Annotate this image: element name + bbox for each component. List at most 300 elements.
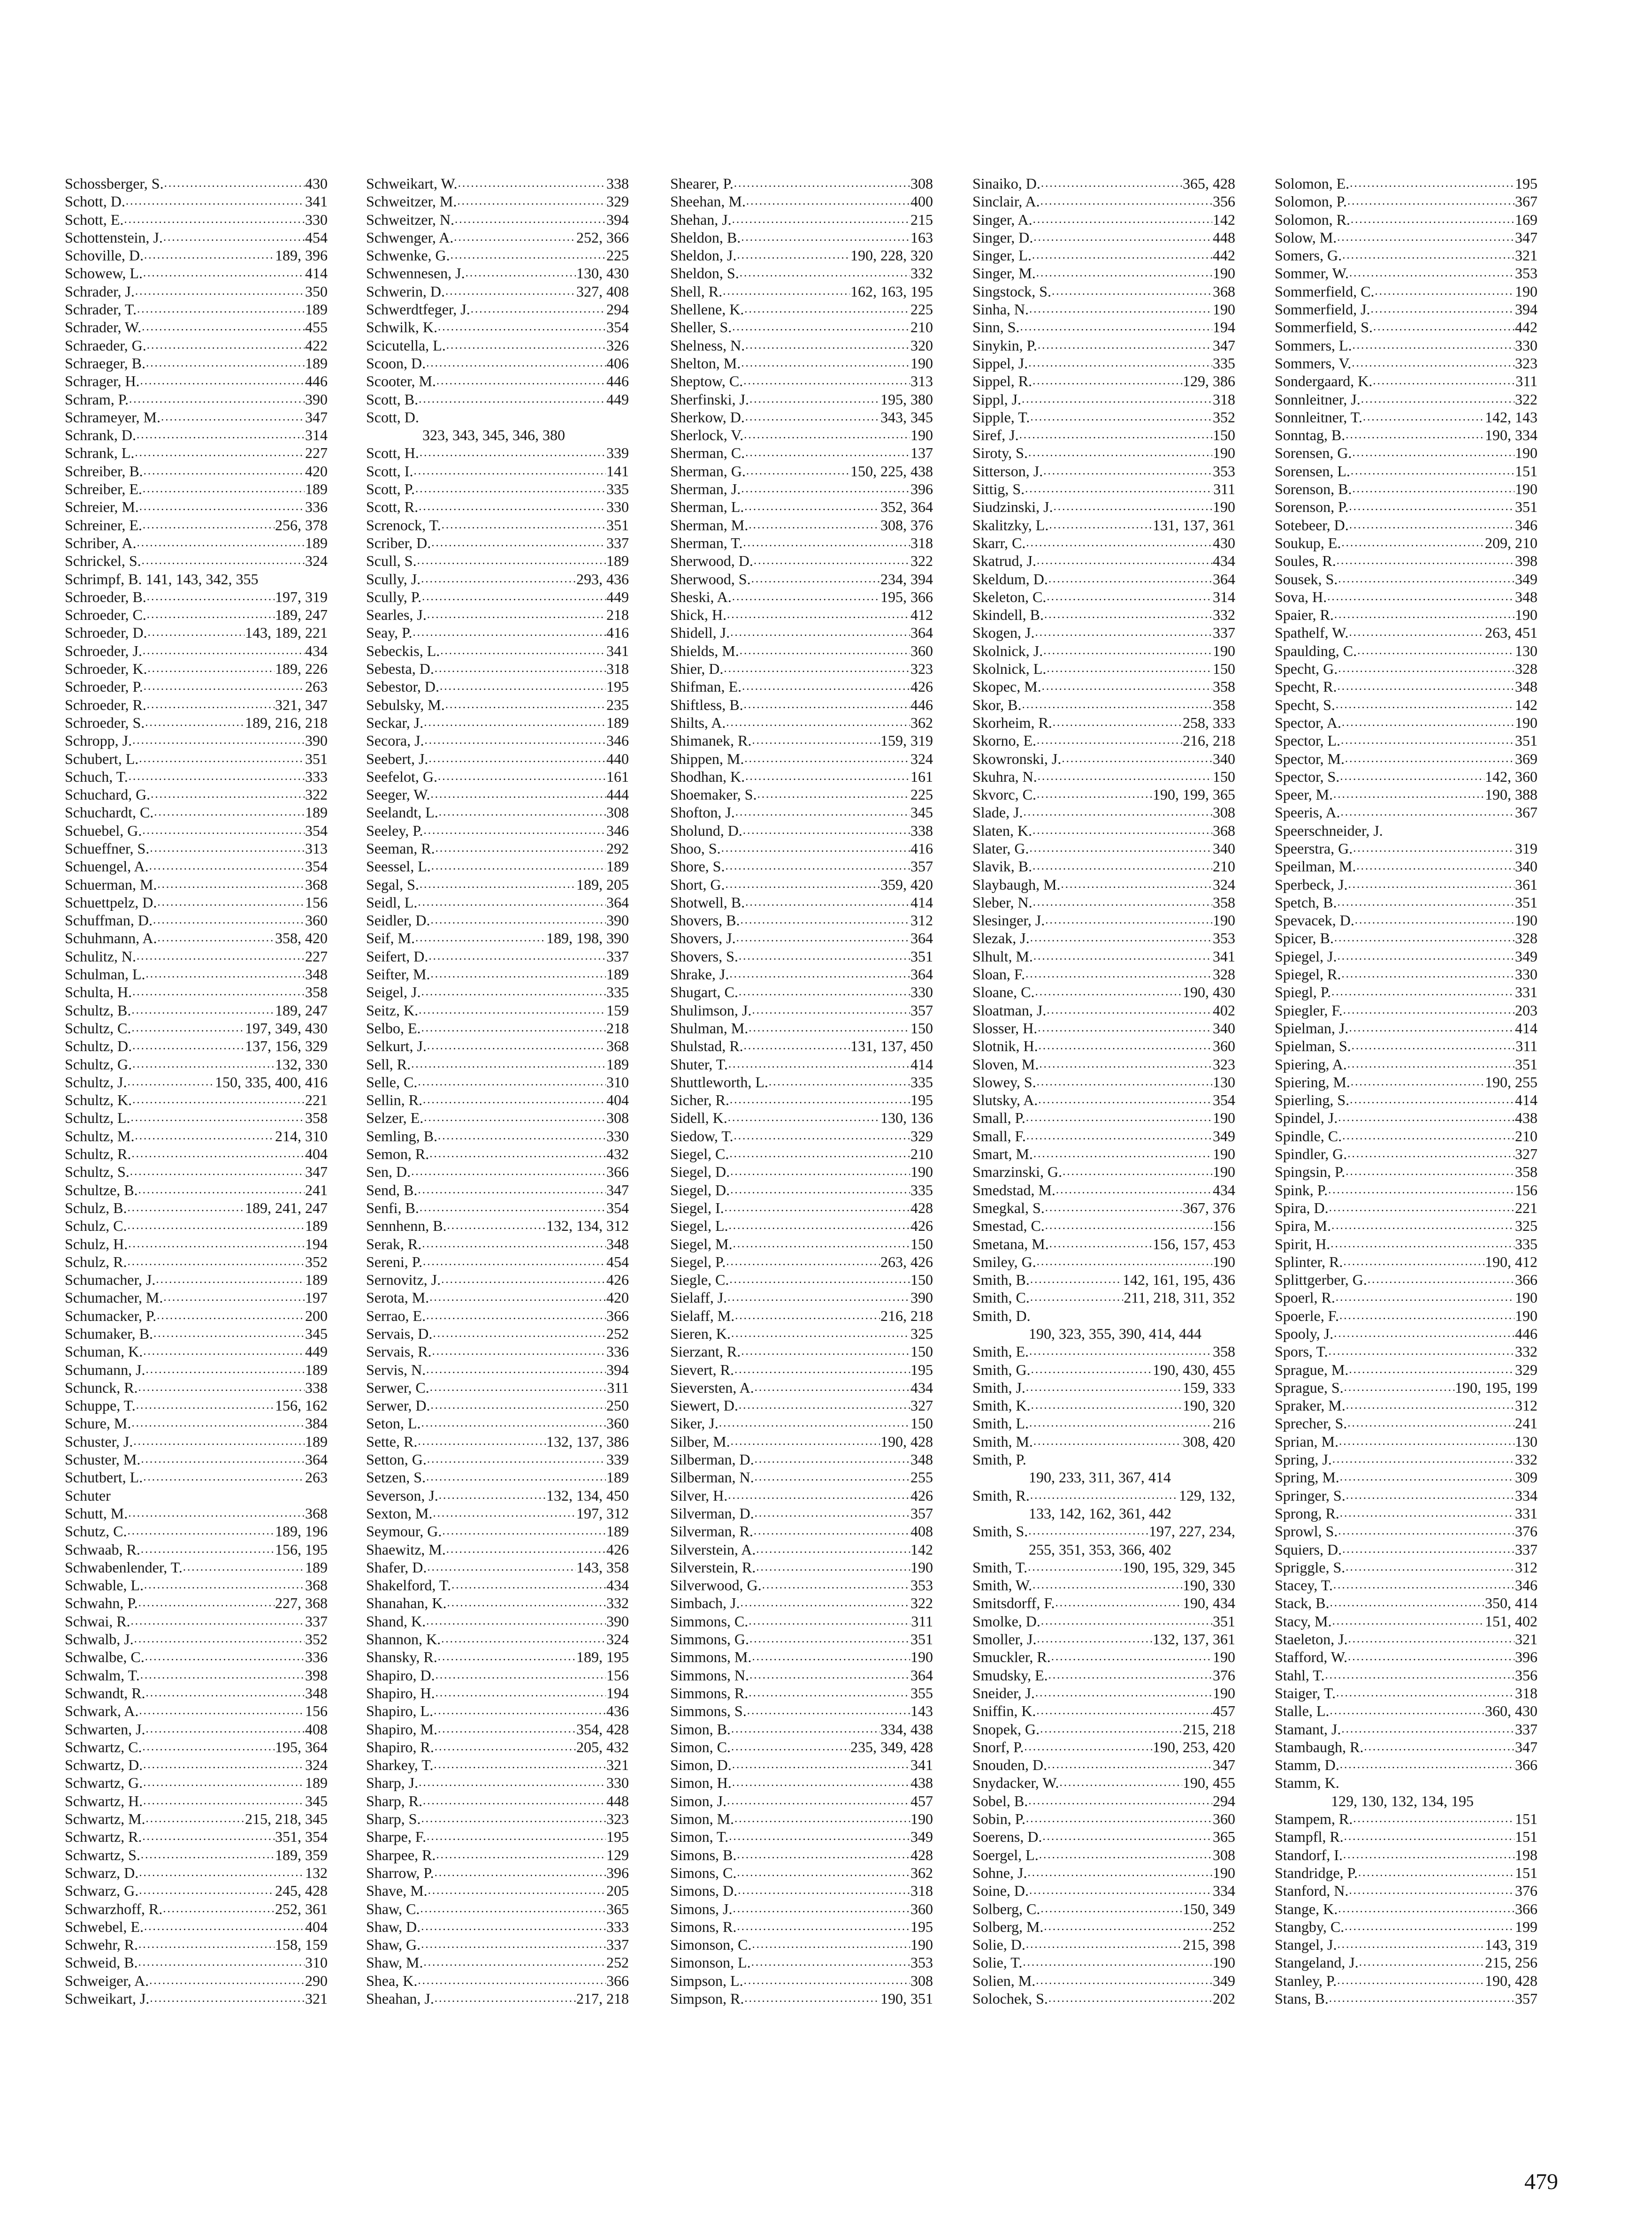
entry-pages: 358, 420 <box>275 930 328 947</box>
entry-pages: 252 <box>1213 1918 1235 1935</box>
entry-pages: 190 <box>1515 714 1537 731</box>
dot-leader <box>1337 1936 1484 1953</box>
dot-leader <box>737 1846 910 1864</box>
entry-name: Schrader, J. <box>65 282 135 300</box>
dot-leader <box>132 1037 245 1055</box>
index-entry <box>65 390 328 408</box>
entry-name: Setton, G. <box>366 1451 427 1468</box>
index-entry <box>1275 516 1537 534</box>
entry-pages: 159, 333 <box>1183 1379 1235 1396</box>
dot-leader <box>151 786 305 803</box>
entry-pages: 364 <box>1213 570 1235 588</box>
dot-leader <box>1024 1738 1152 1756</box>
entry-name: Sommerfield, C. <box>1275 282 1375 300</box>
entry-name: Siegel, D. <box>670 1181 730 1198</box>
entry-pages: 360 <box>910 642 933 659</box>
entry-name: Schulz, R. <box>65 1253 127 1270</box>
entry-name: Sieversten, A. <box>670 1379 754 1396</box>
dot-leader <box>141 1450 305 1468</box>
entry-name: Stafford, W. <box>1275 1648 1347 1666</box>
index-entry <box>972 1630 1235 1648</box>
entry-pages: 321 <box>305 1990 328 2007</box>
index-entry <box>972 1864 1235 1882</box>
entry-pages: 131, 137, 361 <box>1153 516 1235 534</box>
entry-pages: 189, 226 <box>275 660 328 678</box>
dot-leader <box>1373 372 1515 390</box>
entry-name: Selkurt, J. <box>366 1038 427 1055</box>
entry-name: Schossberger, S. <box>65 175 164 192</box>
entry-pages: 367 <box>1515 193 1537 210</box>
entry-name: Schwartz, H. <box>65 1792 143 1809</box>
entry-pages: 195 <box>910 1361 933 1378</box>
entry-pages: 454 <box>606 1253 629 1270</box>
entry-name: Sperbeck, J. <box>1275 876 1348 893</box>
index-entry <box>972 1810 1235 1828</box>
dot-leader <box>1347 1414 1514 1432</box>
dot-leader <box>1054 498 1212 516</box>
entry-pages: 150 <box>1213 427 1235 444</box>
entry-name: Skindell, B. <box>972 606 1044 624</box>
index-entry <box>670 1468 933 1486</box>
entry-name: Stalle, L. <box>1275 1702 1330 1720</box>
entry-name: Serwer, C. <box>366 1379 429 1396</box>
entry-name: Servais, R. <box>366 1343 432 1360</box>
index-column-2 <box>366 175 629 2007</box>
index-entry <box>1275 983 1537 1001</box>
dot-leader <box>745 444 910 462</box>
entry-name: Spink, P. <box>1275 1181 1328 1198</box>
dot-leader <box>135 282 305 300</box>
index-entry <box>972 1235 1235 1253</box>
entry-pages: 337 <box>1515 1541 1537 1558</box>
index-entry <box>366 1846 629 1864</box>
entry-name: Siroty, S. <box>972 444 1028 462</box>
index-entry <box>65 534 328 552</box>
entry-pages: 190, 430 <box>1183 984 1235 1001</box>
entry-pages: 189 <box>305 1774 328 1792</box>
index-entry <box>366 1181 629 1199</box>
entry-name: Somers, G. <box>1275 247 1342 264</box>
entry-pages: 367 <box>1515 804 1537 821</box>
index-entry <box>670 1361 933 1379</box>
entry-name: Sharp, J. <box>366 1774 419 1792</box>
index-entry <box>1275 1253 1537 1271</box>
entry-pages: 390 <box>606 1612 629 1630</box>
index-entry <box>1275 1109 1537 1127</box>
dot-leader <box>140 1666 305 1684</box>
dot-leader <box>1062 750 1212 768</box>
index-entry <box>670 750 933 768</box>
index-entry <box>1275 318 1537 336</box>
dot-leader <box>1025 965 1212 983</box>
entry-pages: 323 <box>910 660 933 678</box>
index-entry <box>972 1648 1235 1666</box>
dot-leader <box>726 714 910 732</box>
dot-leader <box>1061 876 1212 893</box>
entry-pages: 190 <box>1213 1954 1235 1971</box>
index-entry <box>366 1666 629 1684</box>
dot-leader <box>1036 264 1212 282</box>
entry-pages: 189, 396 <box>275 247 328 264</box>
index-entry <box>366 929 629 947</box>
dot-leader <box>1033 947 1212 965</box>
entry-name: Scooter, M. <box>366 373 436 390</box>
dot-leader <box>438 1127 606 1145</box>
entry-name: Smolke, D. <box>972 1612 1040 1630</box>
entry-name: Screnock, T. <box>366 516 441 534</box>
entry-name: Shelton, M. <box>670 354 741 372</box>
entry-pages: 331 <box>1515 984 1537 1001</box>
entry-name: Sotebeer, D. <box>1275 516 1349 534</box>
entry-pages: 235 <box>606 696 629 713</box>
index-entry <box>366 1325 629 1343</box>
index-entry <box>366 282 629 300</box>
entry-pages: 150 <box>910 1343 933 1360</box>
entry-pages: 210 <box>1515 1127 1537 1145</box>
entry-pages: 132 <box>305 1864 328 1881</box>
index-entry <box>1275 498 1537 516</box>
dot-leader <box>1329 1343 1515 1360</box>
entry-pages: 209, 210 <box>1485 534 1537 551</box>
dot-leader <box>421 1019 606 1037</box>
entry-pages: 190 <box>1213 1648 1235 1666</box>
index-entry <box>670 300 933 318</box>
dot-leader <box>1351 211 1514 229</box>
index-entry <box>366 318 629 336</box>
entry-name: Schultz, K. <box>65 1091 132 1109</box>
entry-pages: 205, 432 <box>576 1738 629 1755</box>
index-entry <box>65 1433 328 1450</box>
index-entry <box>670 660 933 678</box>
index-entry <box>670 1199 933 1217</box>
entry-name: Soules, R. <box>1275 552 1336 570</box>
entry-pages: 318 <box>910 534 933 551</box>
dot-leader <box>1048 1666 1212 1684</box>
entry-name: Schuengel, A. <box>65 858 149 875</box>
entry-name: Schroeder, B. <box>65 588 146 605</box>
entry-name: Schutz, C. <box>65 1523 127 1540</box>
dot-leader <box>1348 1648 1514 1666</box>
entry-pages: 341 <box>606 642 629 659</box>
index-entry <box>366 1504 629 1522</box>
entry-pages: 328 <box>1515 930 1537 947</box>
entry-name: Skeldum, D. <box>972 570 1048 588</box>
entry-pages: 190, 412 <box>1485 1253 1537 1270</box>
index-entry <box>1275 624 1537 641</box>
dot-leader <box>730 1091 910 1109</box>
dot-leader <box>1334 606 1514 624</box>
index-entry <box>65 336 328 354</box>
entry-name: Sippl, J. <box>972 390 1022 408</box>
entry-pages: 150, 349 <box>1183 1900 1235 1917</box>
entry-pages: 189 <box>606 1469 629 1486</box>
index-entry <box>65 1037 328 1055</box>
dot-leader <box>143 480 305 498</box>
dot-leader <box>1026 1810 1212 1828</box>
dot-leader <box>421 983 606 1001</box>
entry-pages: 169 <box>1515 211 1537 228</box>
entry-name: Seif, M. <box>366 930 415 947</box>
index-entry <box>65 1199 328 1217</box>
entry-pages: 199 <box>1515 1918 1537 1935</box>
index-entry <box>972 606 1235 624</box>
dot-leader <box>1030 929 1212 947</box>
entry-name: Skolnick, L. <box>972 660 1047 678</box>
entry-name: Spring, M. <box>1275 1469 1339 1486</box>
dot-leader <box>1042 678 1212 695</box>
dot-leader <box>454 229 576 246</box>
entry-pages: 349 <box>1515 947 1537 965</box>
dot-leader <box>137 300 305 318</box>
dot-leader <box>139 1702 305 1720</box>
entry-pages: 189 <box>606 714 629 731</box>
entry-name: Schroeder, P. <box>65 678 143 695</box>
index-entry <box>366 1109 629 1127</box>
entry-pages: 328 <box>1515 660 1537 678</box>
index-entry <box>65 1468 328 1486</box>
entry-name: Sprowl, S. <box>1275 1523 1338 1540</box>
dot-leader <box>1351 1073 1484 1091</box>
dot-leader <box>440 642 606 660</box>
index-entry <box>65 408 328 426</box>
dot-leader <box>157 929 275 947</box>
entry-pages: 143 <box>910 1702 933 1720</box>
index-entry <box>1275 229 1537 246</box>
entry-pages: 218 <box>606 1019 629 1037</box>
dot-leader <box>735 1307 880 1325</box>
dot-leader <box>731 1738 850 1756</box>
entry-name: Smith, G. <box>972 1361 1031 1378</box>
entry-name: Schroeder, D. <box>65 624 147 641</box>
entry-pages: 311 <box>607 1379 629 1396</box>
entry-name: Spriggle, S. <box>1275 1558 1346 1576</box>
entry-pages: 364 <box>910 1666 933 1684</box>
entry-pages: 189 <box>305 1558 328 1576</box>
dot-leader <box>740 1594 910 1612</box>
index-entry <box>670 1720 933 1738</box>
entry-pages: 364 <box>910 966 933 983</box>
entry-name: Soergel, L. <box>972 1846 1039 1863</box>
entry-pages: 151 <box>1515 1864 1537 1881</box>
index-entry <box>972 965 1235 983</box>
index-entry <box>972 462 1235 480</box>
entry-name: Standorf, I. <box>1275 1846 1343 1863</box>
dot-leader <box>1035 624 1212 641</box>
dot-leader <box>1033 1145 1212 1163</box>
index-entry <box>670 1576 933 1594</box>
entry-pages: 132, 137, 361 <box>1153 1631 1235 1648</box>
index-entry <box>1275 462 1537 480</box>
entry-name: Sievert, R. <box>670 1361 734 1378</box>
dot-leader <box>135 444 305 462</box>
index-entry <box>972 426 1235 444</box>
entry-pages: 321 <box>1515 247 1537 264</box>
entry-name: Sherman, T. <box>670 534 743 551</box>
dot-leader <box>744 1990 880 2007</box>
entry-pages: 442 <box>1213 247 1235 264</box>
entry-pages: 390 <box>606 912 629 929</box>
entry-name: Selle, C. <box>366 1073 418 1091</box>
dot-leader <box>434 1756 606 1774</box>
entry-pages: 358 <box>1213 893 1235 911</box>
dot-leader <box>426 354 606 372</box>
index-entry <box>366 1271 629 1289</box>
dot-leader <box>755 1379 910 1396</box>
entry-pages: 263, 426 <box>880 1253 933 1270</box>
index-entry <box>972 1163 1235 1181</box>
index-entry <box>65 1522 328 1540</box>
dot-leader <box>163 229 305 246</box>
entry-pages: 330 <box>1515 966 1537 983</box>
entry-pages: 364 <box>910 930 933 947</box>
entry-name: Serak, R. <box>366 1235 422 1252</box>
dot-leader <box>441 1630 606 1648</box>
entry-pages: 428 <box>910 1846 933 1863</box>
index-entry <box>1275 1666 1537 1684</box>
dot-leader <box>420 444 606 462</box>
index-entry <box>65 1936 328 1953</box>
dot-leader <box>739 983 910 1001</box>
entry-name: Servais, D. <box>366 1325 433 1342</box>
entry-name: Shapiro, M. <box>366 1720 437 1738</box>
index-entry <box>670 1738 933 1756</box>
entry-pages: 190, 430, 455 <box>1153 1361 1235 1378</box>
dot-leader <box>1041 175 1182 192</box>
dot-leader <box>138 1953 305 1971</box>
dot-leader <box>744 750 910 768</box>
entry-pages: 129, 132, <box>1179 1487 1235 1504</box>
index-entry <box>972 839 1235 857</box>
index-entry <box>972 282 1235 300</box>
index-entry <box>1275 1073 1537 1091</box>
entry-pages: 189 <box>305 1271 328 1289</box>
index-entry <box>1275 893 1537 911</box>
index-entry <box>972 408 1235 426</box>
entry-name: Slaten, K. <box>972 822 1032 839</box>
entry-pages: 320 <box>910 336 933 354</box>
index-entry <box>65 229 328 246</box>
dot-leader <box>430 965 606 983</box>
entry-pages: 217, 218 <box>576 1990 629 2007</box>
index-entry <box>366 893 629 911</box>
entry-name: Simon, H. <box>670 1774 732 1792</box>
dot-leader <box>129 390 305 408</box>
dot-leader <box>1350 175 1514 192</box>
entry-pages: 432 <box>606 1145 629 1163</box>
index-entry <box>670 929 933 947</box>
index-entry <box>65 372 328 390</box>
entry-name: Slowey, S. <box>972 1073 1036 1091</box>
index-entry <box>1275 929 1537 947</box>
entry-pages: 195 <box>1515 175 1537 192</box>
dot-leader <box>754 1522 910 1540</box>
dot-leader <box>1043 462 1212 480</box>
dot-leader <box>147 606 275 624</box>
dot-leader <box>1040 192 1212 210</box>
index-entry <box>1275 534 1537 552</box>
index-entry <box>972 1774 1235 1792</box>
dot-leader <box>1353 839 1514 857</box>
index-entry <box>65 1774 328 1792</box>
entry-pages: 150, 225, 438 <box>850 462 933 480</box>
entry-pages: 444 <box>606 786 629 803</box>
entry-name: Selzer, E. <box>366 1109 424 1127</box>
index-entry <box>670 911 933 929</box>
index-entry <box>1275 1019 1537 1037</box>
entry-pages: 362 <box>910 1864 933 1881</box>
entry-pages: 348 <box>606 1235 629 1252</box>
index-entry <box>670 1091 933 1109</box>
dot-leader <box>754 552 910 570</box>
entry-name: Spector, A. <box>1275 714 1341 731</box>
entry-pages: 398 <box>305 1666 328 1684</box>
entry-name: Sniffin, K. <box>972 1702 1036 1720</box>
index-entry <box>972 498 1235 516</box>
index-entry <box>1275 175 1537 192</box>
entry-pages: 130 <box>1515 1433 1537 1450</box>
entry-name: Sebulsky, M. <box>366 696 445 713</box>
entry-pages: 402 <box>1213 1001 1235 1019</box>
dot-leader <box>730 1163 910 1181</box>
entry-name: Sommers, V. <box>1275 354 1352 372</box>
entry-pages: 197, 312 <box>576 1504 629 1522</box>
index-entry <box>65 1109 328 1127</box>
entry-name: Spielman, J. <box>1275 1019 1349 1037</box>
dot-leader <box>128 1504 305 1522</box>
entry-name: Spoerle, F. <box>1275 1307 1339 1324</box>
entry-pages: 156, 195 <box>275 1541 328 1558</box>
dot-leader <box>1023 1953 1212 1971</box>
entry-pages: 131, 137, 450 <box>850 1038 933 1055</box>
index-entry <box>972 714 1235 732</box>
dot-leader <box>1032 857 1212 875</box>
index-entry <box>65 1792 328 1810</box>
index-entry <box>670 965 933 983</box>
dot-leader <box>1325 1666 1514 1684</box>
entry-pages: 190, 428 <box>1485 1972 1537 1989</box>
dot-leader <box>426 1468 606 1486</box>
entry-pages: 190 <box>1213 1684 1235 1702</box>
dot-leader <box>438 318 606 336</box>
dot-leader <box>1355 911 1514 929</box>
index-entry <box>1275 354 1537 372</box>
entry-pages: 132, 137, 386 <box>546 1433 629 1450</box>
index-entry <box>972 264 1235 282</box>
entry-name: Skopec, M. <box>972 678 1041 695</box>
dot-leader <box>1028 1558 1122 1576</box>
dot-leader <box>740 264 910 282</box>
dot-leader <box>733 1235 910 1253</box>
index-entry <box>366 336 629 354</box>
dot-leader <box>129 768 305 786</box>
entry-name: Smith, R. <box>972 1487 1030 1504</box>
entry-pages: 352 <box>1213 408 1235 426</box>
index-entry <box>1275 642 1537 660</box>
index-entry <box>972 1666 1235 1684</box>
entry-pages: 195 <box>606 1828 629 1846</box>
dot-leader <box>1032 1576 1182 1594</box>
entry-pages: 137, 156, 329 <box>245 1038 328 1055</box>
entry-pages: 347 <box>305 408 328 426</box>
entry-pages: 190 <box>1515 1289 1537 1306</box>
entry-pages: 324 <box>305 1756 328 1774</box>
entry-pages: 225 <box>910 301 933 318</box>
entry-name: Shoemaker, S. <box>670 786 757 803</box>
index-entry <box>366 1073 629 1091</box>
dot-leader <box>1033 229 1212 246</box>
index-entry <box>1275 1810 1537 1828</box>
index-entry <box>1275 336 1537 354</box>
